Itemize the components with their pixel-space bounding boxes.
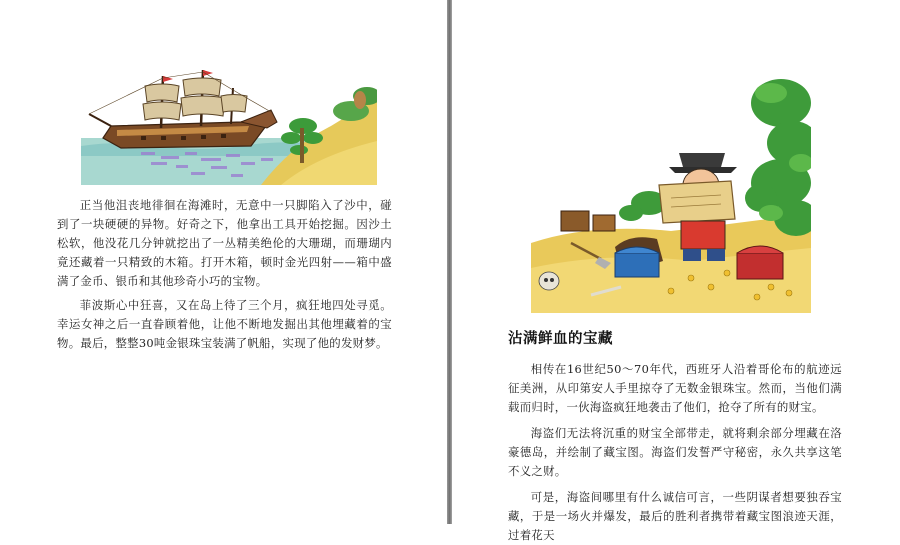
right-page-body [508, 360, 842, 545]
paragraph: 菲波斯心中狂喜，又在岛上待了三个月，疯狂地四处寻觅。幸运女神之后一直眷顾着他，让他不断地发掘出其他埋藏着的宝物。最后，整整30吨金银珠宝装满了帆船，实现了他的发财梦。 [57, 298, 392, 350]
paragraph: 海盗们无法将沉重的财宝全部带走，就将剩余部分埋藏在洛豪德岛，并绘制了藏宝图。海盗们发誓严守秘密，永久共享这笔不义之财。 [508, 426, 842, 478]
pirate-treasure-illustration [531, 73, 811, 313]
paragraph: 可是，海盗间哪里有什么诚信可言，一些阴谋者想要独吞宝藏，于是一场火并爆发，最后的胜利者携带着藏宝图浪迹天涯，过着花天 [508, 490, 842, 542]
left-page-body [57, 196, 392, 353]
pirate-ship-illustration [81, 66, 377, 185]
paragraph: 相传在16世纪50～70年代，西班牙人沿着哥伦布的航迹远征美洲，从印第安人手里掠夺了无数金银珠宝。然而，当他们满载而归时，一伙海盗疯狂地袭击了他们，抢夺了所有的财宝。 [508, 362, 842, 414]
paragraph: 正当他沮丧地徘徊在海滩时，无意中一只脚陷入了沙中，碰到了一块硬硬的异物。好奇之下，他拿出工具开始挖掘。因沙土松软，他没花几分钟就挖出了一丛精美绝伦的大珊瑚，而珊瑚内竟还藏着一只精致的木箱。打开木箱，顿时金光四射——箱中盛满了金币、银币和其他珍奇小巧的宝物。 [57, 198, 392, 288]
section-title: 沾满鲜血的宝藏 [508, 331, 613, 347]
